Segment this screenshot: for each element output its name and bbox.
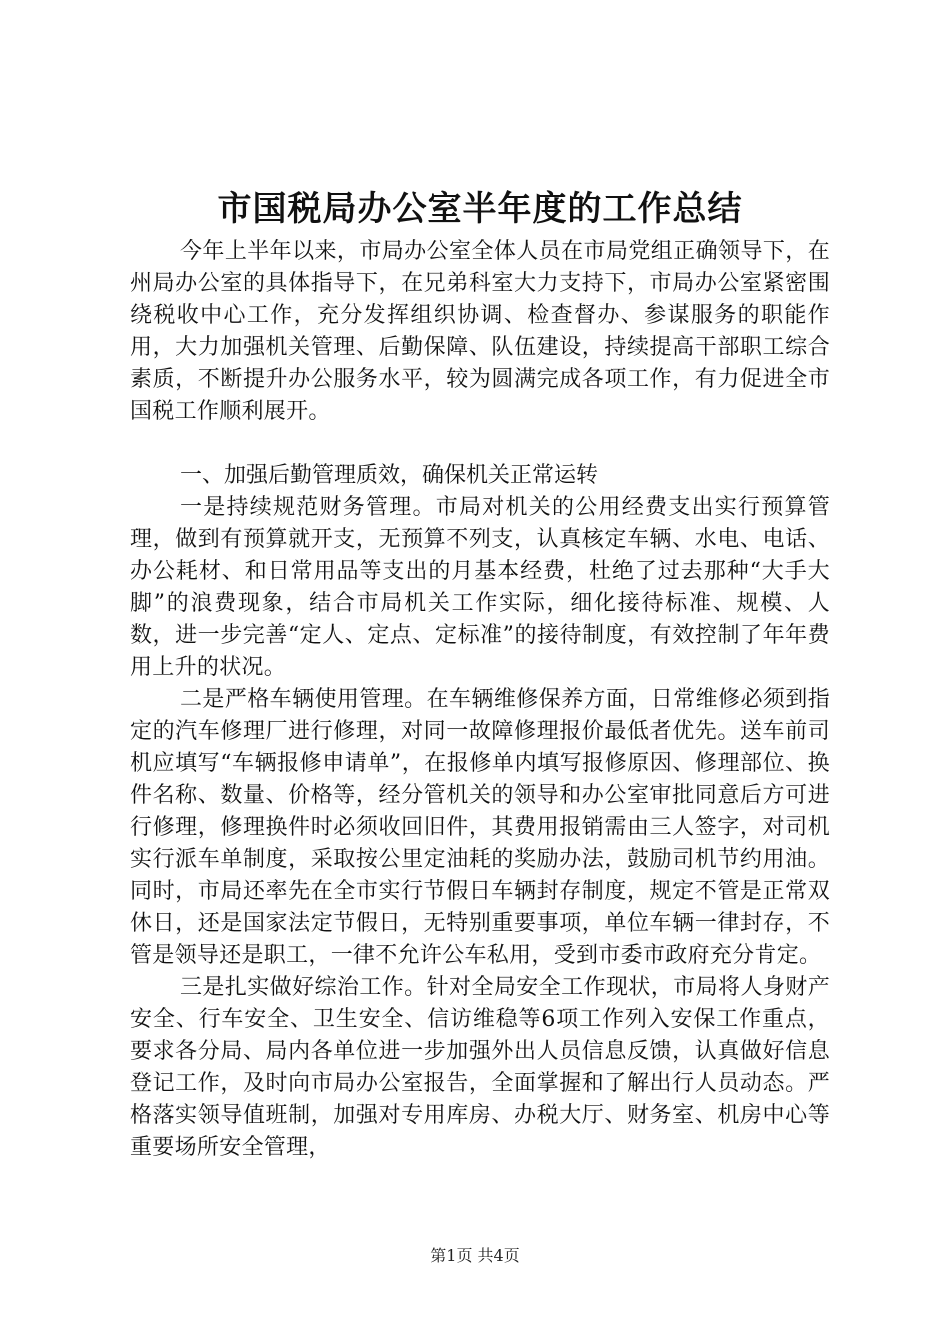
paragraph-finance: 一是持续规范财务管理。市局对机关的公用经费支出实行预算管理，做到有预算就开支，无预算不列支，认真核定车辆、水电、电话、办公耗材、和日常用品等支出的月基本经费，杜绝了过去那种“大手大脚”的浪费现象，结合市局机关工作实际，细化接待标准、规模、人数，进一步完善“定人、定点、定标准”的接待制度，有效控制了年年费用上升的状况。 <box>130 495 830 680</box>
document-title: 市国税局办公室半年度的工作总结 <box>217 189 743 229</box>
paragraph-vehicles: 二是严格车辆使用管理。在车辆维修保养方面，日常维修必须到指定的汽车修理厂进行修理，对同一故障修理报价最低者优先。送车前司机应填写“车辆报修申请单”，在报修单内填写报修原因、修理部位、换件名称、数量、价格等，经分管机关的领导和办公室审批同意后方可进行修理，修理换件时必须收回旧件，其费用报销需由三人签字，对司机实行派车单制度，采取按公里定油耗的奖励办法，鼓励司机节约用油。同时，市局还率先在全市实行节假日车辆封存制度，规定不管是正常双休日，还是国家法定节假日，无特别重要事项，单位车辆一律封存，不管是领导还是职工，一律不允许公车私用，受到市委市政府充分肯定。 <box>130 687 830 968</box>
intro-paragraph: 今年上半年以来，市局办公室全体人员在市局党组正确领导下，在州局办公室的具体指导下，在兄弟科室大力支持下，市局办公室紧密围绕税收中心工作，充分发挥组织协调、检查督办、参谋服务的职能作用，大力加强机关管理、后勤保障、队伍建设，持续提高干部职工综合素质，不断提升办公服务水平，较为圆满完成各项工作，有力促进全市国税工作顺利展开。 <box>130 239 830 424</box>
page-number: 第1页 共4页 <box>430 1246 520 1265</box>
document-body <box>130 236 830 1164</box>
section-heading: 一、加强后勤管理质效，确保机关正常运转 <box>180 463 599 488</box>
paragraph-security: 三是扎实做好综治工作。针对全局安全工作现状，市局将人身财产安全、行车安全、卫生安全、信访维稳等6项工作列入安保工作重点，要求各分局、局内各单位进一步加强外出人员信息反馈，认真做好信息登记工作，及时向市局办公室报告，全面掌握和了解出行人员动态。严格落实领导值班制，加强对专用库房、办税大厅、财务室、机房中心等重要场所安全管理， <box>130 975 830 1160</box>
